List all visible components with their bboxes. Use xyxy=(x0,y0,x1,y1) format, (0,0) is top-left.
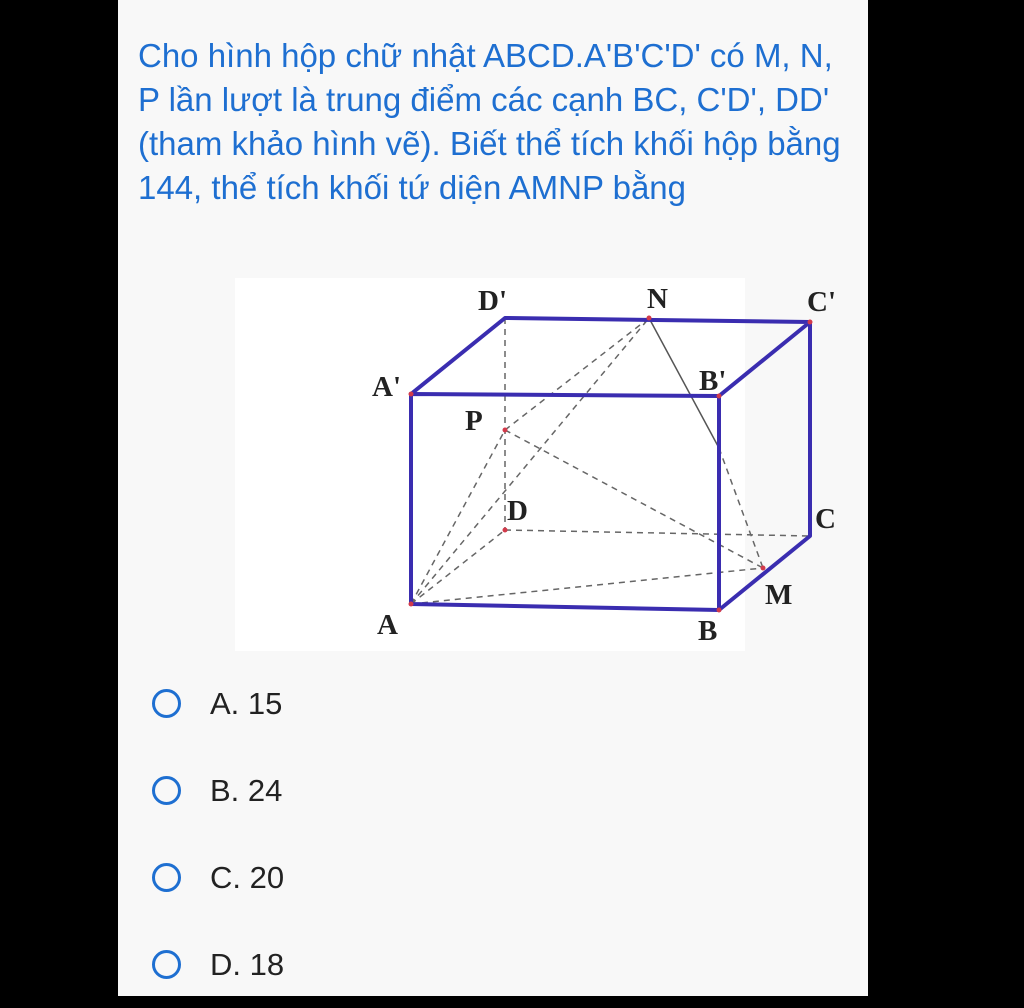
option-c[interactable] xyxy=(152,834,752,921)
question-text: Cho hình hộp chữ nhật ABCD.A'B'C'D' có M, N, P lần lượt là trung điểm các cạnh BC, C'D', DD' (tham khảo hình vẽ). Biết thể tích khối hộp bằng 144, thể tích khối tứ diện AMNP bằng xyxy=(138,37,841,206)
option-label: B. 24 xyxy=(210,772,283,808)
geometry-figure xyxy=(235,278,836,651)
option-d[interactable] xyxy=(152,921,752,1008)
radio-circle-icon[interactable] xyxy=(152,950,181,979)
edge-ad xyxy=(411,530,505,604)
dot-a xyxy=(409,602,414,607)
label-a-prime: A' xyxy=(372,371,401,403)
visible-edges xyxy=(411,318,810,610)
segment-nm-lower xyxy=(719,448,763,568)
dot-n xyxy=(647,316,652,321)
answer-options xyxy=(152,660,752,1008)
vertex-dots xyxy=(409,316,813,613)
cuboid-diagram xyxy=(235,278,836,651)
label-m: M xyxy=(765,579,793,611)
option-label: D. 18 xyxy=(210,946,285,982)
label-b-prime: B' xyxy=(699,365,727,397)
segment-ap xyxy=(411,430,505,604)
dot-c-prime xyxy=(808,320,813,325)
label-b: B xyxy=(698,615,718,647)
face-top xyxy=(411,318,810,396)
segment-pm xyxy=(505,430,763,568)
dot-p xyxy=(503,428,508,433)
face-front xyxy=(411,394,719,610)
option-label: A. 15 xyxy=(210,685,283,721)
label-d-prime: D' xyxy=(478,285,507,317)
label-c: C xyxy=(815,503,836,535)
label-n: N xyxy=(647,283,668,315)
segment-am xyxy=(411,568,763,604)
dot-b xyxy=(717,608,722,613)
radio-circle-icon[interactable] xyxy=(152,689,181,718)
dot-d xyxy=(503,528,508,533)
question-card xyxy=(118,0,868,996)
label-c-prime: C' xyxy=(807,286,836,318)
label-d: D xyxy=(507,495,528,527)
segment-an xyxy=(411,318,649,604)
dot-m xyxy=(761,566,766,571)
option-a[interactable] xyxy=(152,660,752,747)
radio-circle-icon[interactable] xyxy=(152,863,181,892)
radio-circle-icon[interactable] xyxy=(152,776,181,805)
edge-dc xyxy=(505,530,810,536)
label-p: P xyxy=(465,405,483,437)
dot-a-prime xyxy=(409,392,414,397)
hidden-edges xyxy=(411,318,810,604)
label-a: A xyxy=(377,609,398,641)
segment-pn xyxy=(505,318,649,430)
vertex-labels xyxy=(372,283,836,647)
option-b[interactable] xyxy=(152,747,752,834)
option-label: C. 20 xyxy=(210,859,285,895)
